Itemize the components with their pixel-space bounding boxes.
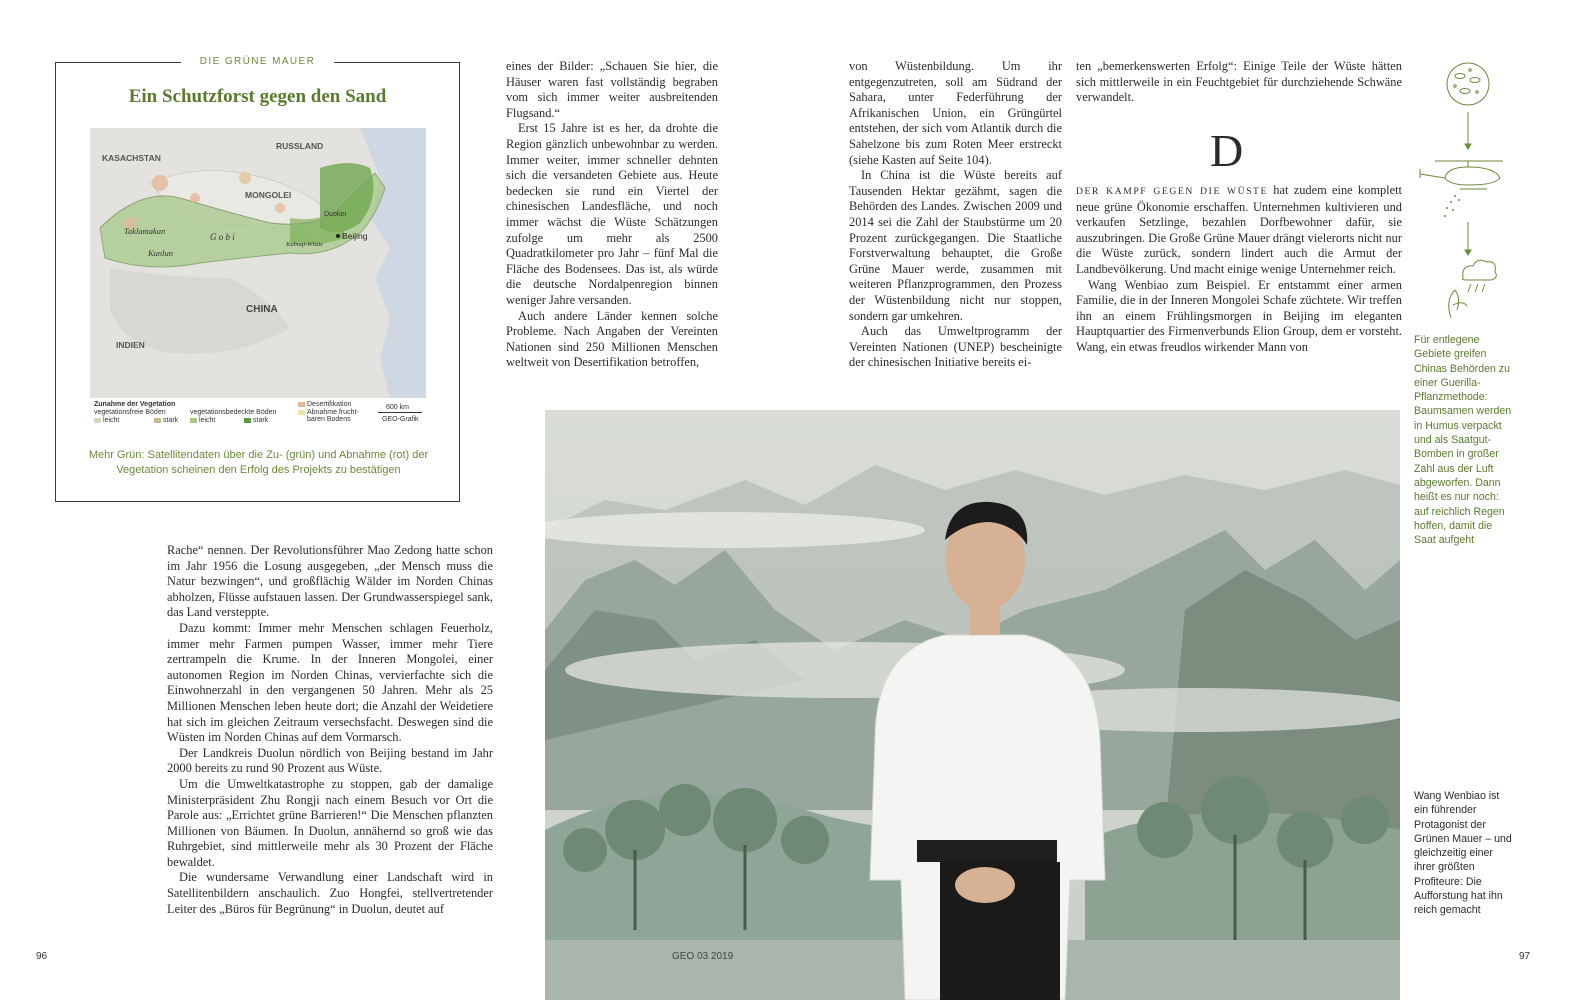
paragraph: Der Landkreis Duolun nördlich von Beijing bestand im Jahr 2000 bereits zu rund 90 Prozent aus Wüste. bbox=[167, 745, 493, 776]
paragraph: ten „bemerkenswerten Erfolg“: Einige Teile der Wüste hätten sich mittlerweile in ein Feuchtgebiet für durchziehende Schwäne verwandelt. bbox=[1076, 59, 1402, 105]
arrow-down-icon bbox=[1465, 112, 1471, 149]
map-label-mongolei: MONGOLEI bbox=[245, 190, 292, 200]
map-label-duolun: Duolun bbox=[324, 211, 347, 218]
legend-fertile: Abnahme frucht- bbox=[307, 409, 359, 416]
column-4-main bbox=[1076, 183, 1402, 356]
legend-scale-bar bbox=[378, 412, 422, 413]
info-box bbox=[55, 56, 460, 502]
box-kicker: DIE GRÜNE MAUER bbox=[199, 56, 316, 67]
paragraph: Wang Wenbiao zum Beispiel. Er entstammt einer armen Familie, die in der Inneren Mongolei Schafe züchtete. Wir treffen ihn an einem Frühlingsmorgen in Beijing im eleganten Hauptquartier des Firmenverbunds Elion Group, dem er vorsteht. Wang, ein etwas freudlos wirkender Mann von bbox=[1076, 277, 1402, 354]
paragraph: eines der Bilder: „Schauen Sie hier, die Häuser waren fast vollständig begraben vom sich immer weiter ausbreitenden Flugsand.“ bbox=[506, 59, 718, 120]
column-4-top bbox=[1076, 59, 1402, 106]
legend-light2: leicht bbox=[199, 417, 216, 424]
legend-scale: 600 km bbox=[386, 404, 409, 411]
legend-fertile2: baren Bodens bbox=[307, 416, 351, 423]
paragraph: Erst 15 Jahre ist es her, da drohte die Region gänzlich unbewohnbar zu werden. Immer weiter, immer schneller dehnten sich die versandeten Gebiete aus. Heute bedecken sie rund ein Viertel der chinesischen Landesfläche, und noch immer wächst die Wüste Schätzungen zufolge um mehr als 2500 Quadratkilometer pro Jahr – fünf Mal die Fläche des Bodensees. Das ist, als würde die deutsche Nordalpenregion binnen weniger Jahre versanden. bbox=[506, 121, 718, 307]
map-legend bbox=[94, 401, 424, 431]
falling-seeds-icon bbox=[1444, 195, 1460, 217]
map-label-indien: INDIEN bbox=[116, 340, 145, 350]
paragraph: von Wüstenbildung. Um ihr entgegenzutreten, soll am Südrand der Sahara, unter Federführung der Afrikanischen Union, ein Grüngürtel entstehen, der sich vom Atlantik durch die Sahelzone bis zum Roten Meer erstreckt (siehe Kasten auf Seite 104). bbox=[849, 59, 1062, 167]
seed-bomb-illustration bbox=[1415, 60, 1525, 330]
column-2 bbox=[506, 59, 718, 371]
page-number-right: 97 bbox=[1519, 951, 1531, 962]
map-label-taklamakan: Taklamakan bbox=[124, 226, 166, 236]
legend-swatch-bare-light bbox=[94, 418, 101, 423]
map-label-beijing: Beijing bbox=[342, 231, 368, 241]
legend-swatch-cov-light bbox=[190, 418, 197, 423]
arrow-down-icon bbox=[1465, 222, 1471, 255]
paragraph: Die wundersame Verwandlung einer Landschaft wird in Satellitenbildern anschaulich. Zuo Hongfei, stellvertretender Leiter des „Büros für Begrünung“ in Duolun, deutet auf bbox=[167, 870, 493, 916]
legend-covered: vegetationsbedeckte Böden bbox=[190, 409, 277, 416]
china-vegetation-map bbox=[90, 128, 426, 398]
legend-swatch-cov-strong bbox=[244, 418, 251, 423]
paragraph-lead bbox=[1076, 183, 1402, 278]
lead-smallcaps: DER KAMPF GEGEN DIE WÜSTE bbox=[1076, 186, 1268, 197]
legend-bare: vegetationsfreie Böden bbox=[94, 409, 166, 416]
map-beijing-dot bbox=[336, 234, 340, 238]
paragraph: Dazu kommt: Immer mehr Menschen schlagen Feuerholz, immer mehr Farmen pumpen Wasser, immer mehr Tiere zertrampeln die Krume. In der Inneren Mongolei, einer autonomen Region im Norden Chinas, vervierfachte sich die Einwohnerzahl in den vergangenen 50 Jahren. Mehr als 25 Millionen Menschen leben heute dort; die Anzahl der Weidetiere hat sich im gleichen Zeitraum versechsfacht. Deswegen sind die Wüsten im Norden Chinas auf dem Vormarsch. bbox=[167, 620, 493, 745]
map-label-kunlun: Kunlun bbox=[148, 248, 174, 258]
portrait-photo bbox=[545, 410, 1400, 1000]
legend-desert: Desertifikation bbox=[307, 401, 352, 408]
box-title: Ein Schutzforst gegen den Sand bbox=[128, 86, 387, 107]
lead-rest: hat zudem eine komplett neue grüne Ökonomie erschaffen. Unternehmen kultivieren und verkaufen Setzlinge, bezahlen Dorfbewohner dafür, sie auszubringen. Die Große Grüne Mauer drängt vielerorts nicht nur die Wüste zurück, sondern lindert auch die Armut der Landbevölkerung. Und macht einige wenige Unternehmer reich. bbox=[1076, 183, 1402, 276]
map-label-kubuqi: Kubuqi-Wüste bbox=[286, 241, 324, 248]
legend-credit: GEO-Grafik bbox=[382, 416, 419, 423]
paragraph: Auch das Umweltprogramm der Vereinten Nationen (UNEP) bescheinigte der chinesischen Initiative bereits ei- bbox=[849, 324, 1062, 370]
map-label-kasachstan: KASACHSTAN bbox=[102, 153, 161, 163]
legend-swatch-fertile bbox=[298, 410, 305, 415]
side-caption-top: Für entlegene Gebiete greifen Chinas Behörden zu einer Guerilla-Pflanzmethode: Baumsamen werden in Humus verpackt und als Saatgut-Bomben in großer Zahl aus der Luft abgeworfen. Dann heißt es nur noch: auf reichlich Regen hoffen, damit die Saat aufgeht bbox=[1414, 334, 1512, 547]
column-3 bbox=[849, 59, 1062, 371]
seed-ball-icon bbox=[1447, 63, 1489, 105]
map-label-gobi: G o b i bbox=[210, 232, 235, 242]
paragraph: Auch andere Länder kennen solche Probleme. Nach Angaben der Vereinten Nationen sind 250 Millionen Menschen weltweit von Desertifikation betroffen, bbox=[506, 308, 718, 370]
page-number-left: 96 bbox=[36, 951, 48, 962]
magazine-credit: GEO 03 2019 bbox=[672, 951, 734, 962]
paragraph: Um die Umweltkatastrophe zu stoppen, gab der damalige Ministerpräsident Zhu Rongji nach einem Besuch vor Ort die Parole aus: „Errichtet grüne Barrieren!“ Die Menschen pflanzten Millionen von Bäumen. In Duolun, annähernd so groß wie das Ruhrgebiet, sind mittlerweile mehr als 30 Prozent der Fläche bewaldet. bbox=[167, 776, 493, 869]
legend-swatch-bare-strong bbox=[154, 418, 161, 423]
map-label-russland: RUSSLAND bbox=[276, 141, 324, 151]
legend-strong2: stark bbox=[253, 417, 269, 424]
legend-heading: Zunahme der Vegetation bbox=[94, 401, 176, 408]
paragraph: In China ist die Wüste bereits auf Tausenden Hektar gezähmt, sagen die Behörden des Landes. Zwischen 2009 und 2014 sei die Zahl der Staubstürme um 20 Prozent zurückgegangen. Die Staatliche Forstverwaltung behauptet, die Große Grüne Mauer werde, zusammen mit weiteren Pflanzprogrammen, den Prozess der Wüstenbildung nicht nur stoppen, sondern gar umkehren. bbox=[849, 168, 1062, 323]
rain-sprout-icon bbox=[1449, 260, 1497, 318]
side-caption-bottom: Wang Wenbiao ist ein führender Protagonist der Grünen Mauer – und gleichzeitig einer ihrer größten Profiteure: Die Aufforstung hat ihn reich gemacht bbox=[1414, 790, 1512, 917]
paragraph: Rache“ nennen. Der Revolutionsführer Mao Zedong hatte schon im Jahr 1956 die Losung ausgegeben, „der Mensch muss die Natur bezwingen“, und großflächig Wälder im Norden Chinas abholzen, Flüsse aufstauen lassen. Der Grundwasserspiegel sank, das Land versteppte. bbox=[167, 543, 493, 620]
legend-light1: leicht bbox=[103, 417, 120, 424]
legend-swatch-desert bbox=[298, 402, 305, 407]
column-left-bottom bbox=[167, 543, 493, 917]
drop-cap: D bbox=[1210, 125, 1244, 176]
legend-strong1: stark bbox=[163, 417, 179, 424]
helicopter-icon bbox=[1420, 161, 1503, 189]
box-caption: Mehr Grün: Satellitendaten über die Zu- (grün) und Abnahme (rot) der Vegetation scheinen den Erfolg des Projekts zu bestätigen bbox=[88, 449, 429, 476]
map-label-china: CHINA bbox=[246, 304, 278, 315]
